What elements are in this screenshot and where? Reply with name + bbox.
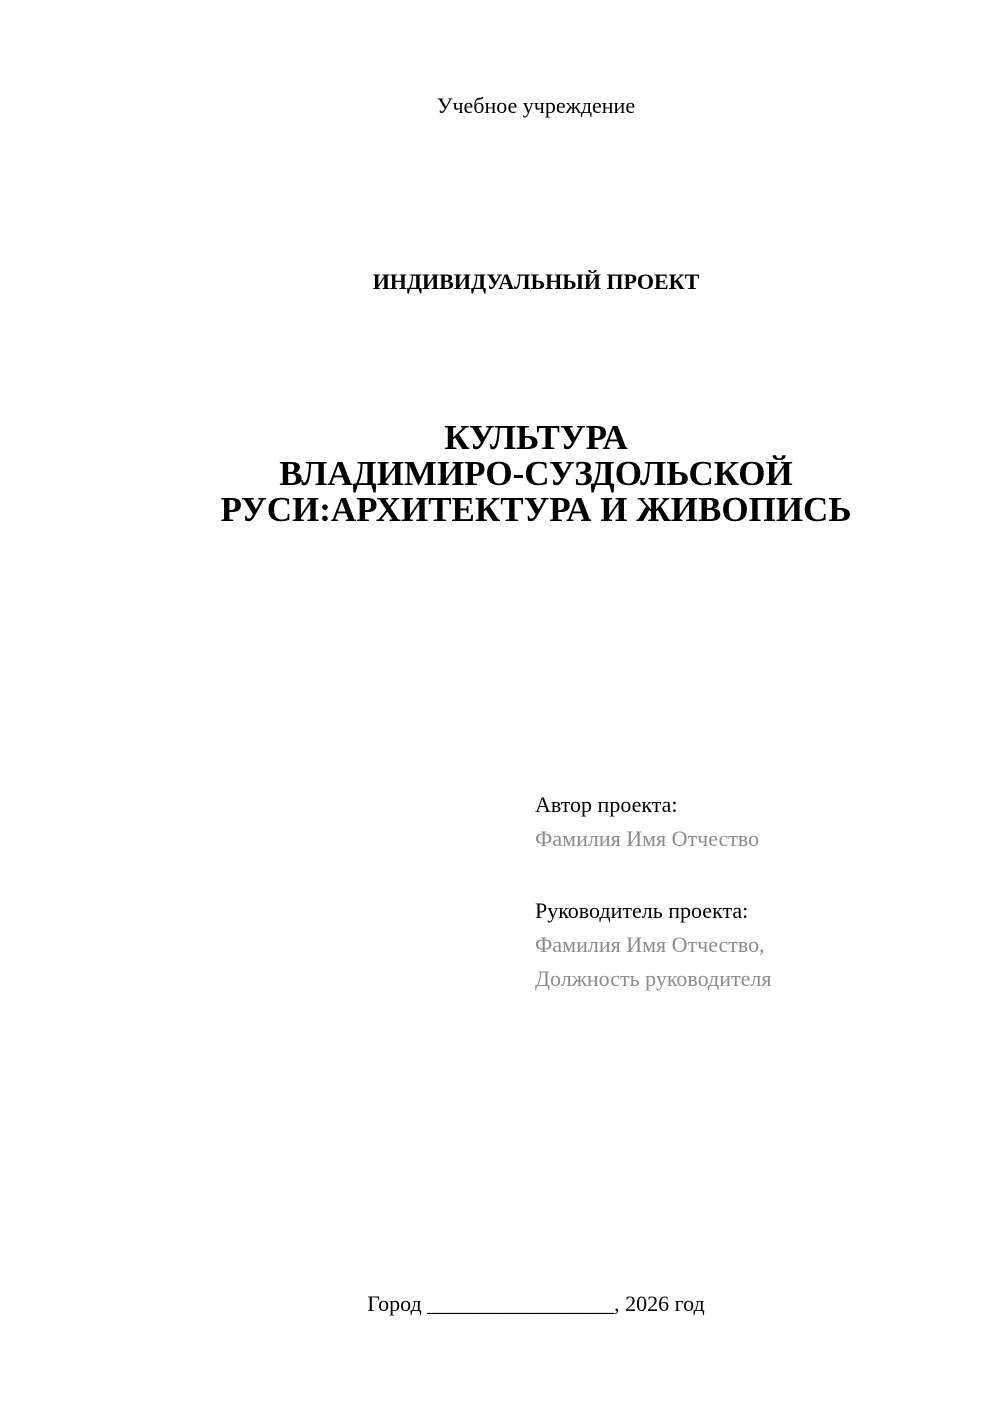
institution-name: Учебное учреждение (436, 93, 636, 118)
supervisor-label: Руководитель проекта: (535, 898, 749, 923)
project-title (150, 420, 922, 528)
project-title-line: ВЛАДИМИРО-СУЗДОЛЬСКОЙ (279, 454, 793, 493)
supervisor-position: Должность руководителя (535, 966, 772, 991)
city-year-line: Город _________________, 2026 год (367, 1291, 705, 1316)
project-title-line: РУСИ:АРХИТЕКТУРА И ЖИВОПИСЬ (220, 490, 852, 529)
author-name: Фамилия Имя Отчество (535, 826, 760, 851)
project-title-line: КУЛЬТУРА (444, 418, 628, 457)
project-type-heading: ИНДИВИДУАЛЬНЫЙ ПРОЕКТ (372, 269, 700, 294)
project-credits (535, 788, 975, 996)
credits-spacer (535, 856, 975, 894)
author-label: Автор проекта: (535, 792, 678, 817)
supervisor-name: Фамилия Имя Отчество, (535, 932, 765, 957)
